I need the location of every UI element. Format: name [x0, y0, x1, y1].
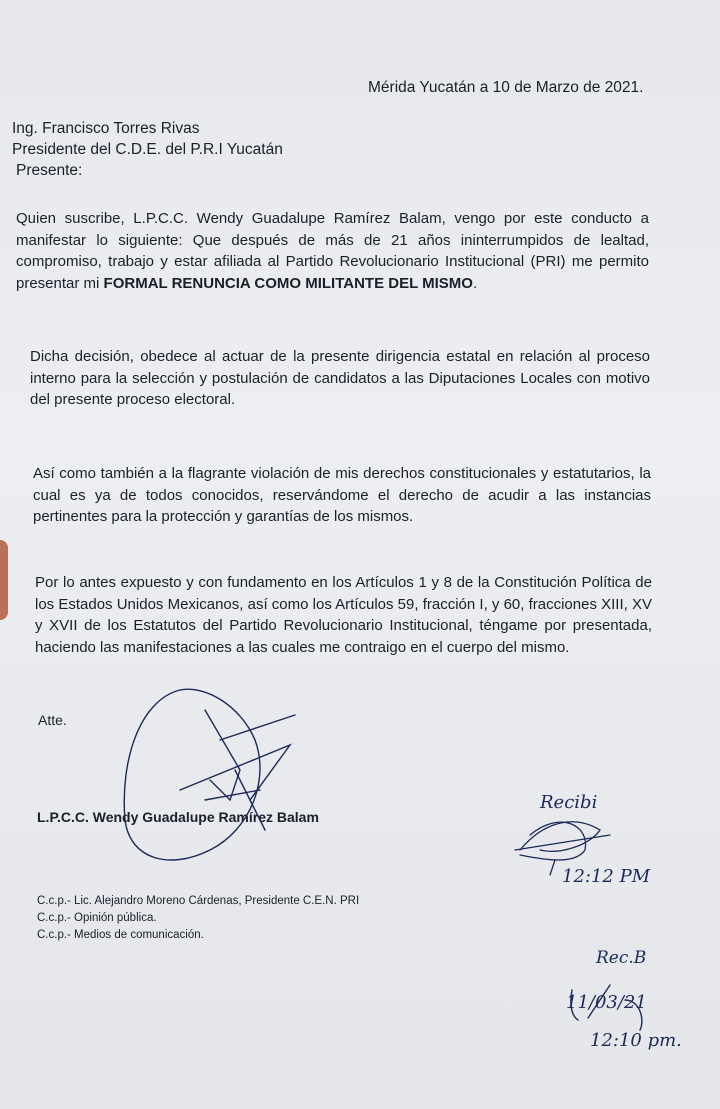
resignation-statement: FORMAL RENUNCIA COMO MILITANTE DEL MISMO: [103, 274, 473, 292]
paragraph-rights: Así como también a la flagrante violación de mis derechos constitucionales y estatutarios, la cual es ya de todos conocidos, reservándome el derecho de acudir a las instancias pertinentes para la protección y garantías de los mismos.: [33, 465, 651, 525]
cc-item: C.c.p.- Lic. Alejandro Moreno Cárdenas, Presidente C.E.N. PRI: [37, 895, 360, 907]
recipient-name: Ing. Francisco Torres Rivas: [12, 120, 200, 137]
salutation: Presente:: [16, 162, 83, 179]
paragraph-resignation-text: Quien suscribe, L.P.C.C. Wendy Guadalupe Ramírez Balam, vengo por este conducto a manifestar lo siguiente: Que después de más de 21 años ininterrumpidos de lealtad, compromiso, trabajo y estar afiliada al Partido Revolucionario Institucional (PRI) me permito presentar mi: [16, 210, 649, 292]
cc-item: C.c.p.- Opinión pública.: [37, 912, 157, 924]
receipt-label-1: Recibi: [540, 792, 598, 813]
paragraph-reason: Dicha decisión, obedece al actuar de la presente dirigencia estatal en relación al proceso interno para la selección y postulación de candidatos a las Diputaciones Locales con motivo del presente proceso electoral.: [30, 348, 650, 408]
receipt-label-2: Rec.B: [596, 948, 647, 968]
recipient-position: Presidente del C.D.E. del P.R.I Yucatán: [12, 141, 283, 158]
cc-item: C.c.p.- Medios de comunicación.: [37, 929, 204, 941]
receipt-time-1: 12:12 PM: [562, 866, 651, 887]
closing: Atte.: [38, 712, 67, 728]
receipt-time-2: 12:10 pm.: [590, 1030, 682, 1051]
date-line: Mérida Yucatán a 10 de Marzo de 2021.: [368, 79, 644, 96]
page-edge-shadow: [0, 540, 8, 620]
receipt-date-2: 11/03/21: [566, 992, 647, 1013]
paragraph-resignation-end: .: [472, 274, 478, 292]
paragraph-legal-basis: Por lo antes expuesto y con fundamento en los Artículos 1 y 8 de la Constitución Política de los Estados Unidos Mexicanos, así como los Artículos 59, fracción I, y 60, fracciones XIII, XV y XVII de los Estatutos del Partido Revolucionario Institucional, téngame por presentada, haciendo las manifestaciones a las cuales me contraigo en el cuerpo del mismo.: [35, 574, 652, 656]
signer-name: L.P.C.C. Wendy Guadalupe Ramírez Balam: [37, 809, 319, 825]
